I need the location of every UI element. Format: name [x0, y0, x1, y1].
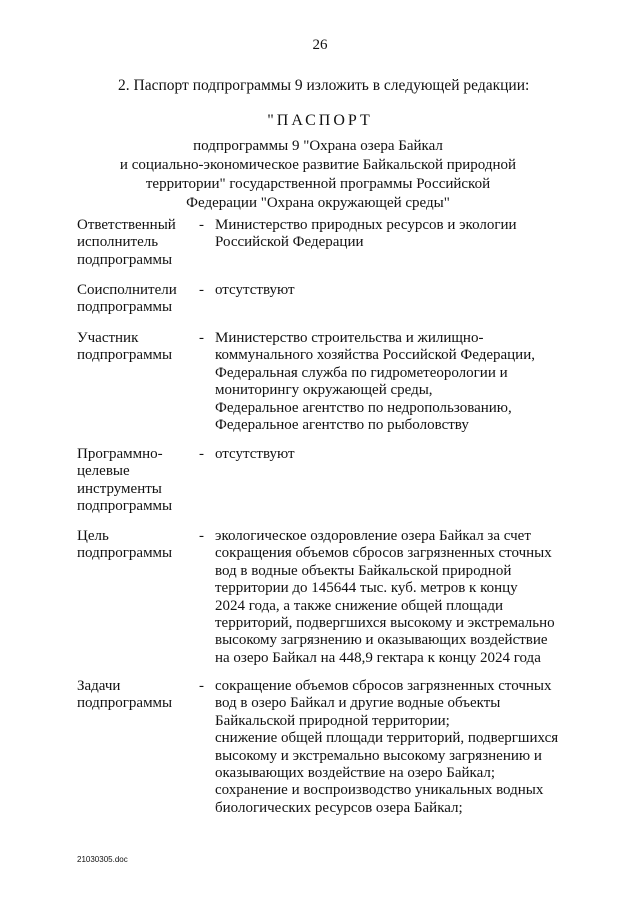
label-line: подпрограммы	[77, 695, 173, 712]
value-line: снижение общей площади территорий, подвергшихся	[215, 730, 559, 747]
value-line: Байкальской природной территории;	[215, 712, 450, 729]
value-line: биологических ресурсов озера Байкал;	[215, 799, 463, 816]
label-line: подпрограммы	[77, 347, 173, 364]
label-line: Цель	[77, 528, 109, 544]
label-line: подпрограммы	[77, 299, 173, 316]
footer-doc-code: 21030305.doc	[77, 855, 128, 864]
label-line: подпрограммы	[77, 545, 173, 562]
value-line: 2024 года, а также снижение общей площади	[215, 597, 504, 614]
value-line: экологическое оздоровление озера Байкал за счет	[215, 528, 531, 544]
value-line: оказывающих воздействие на озеро Байкал;	[215, 765, 496, 782]
row-value	[215, 528, 575, 667]
label-line: Ответственный	[77, 217, 176, 233]
row-label	[77, 330, 192, 365]
label-line: Программно-	[77, 446, 163, 462]
row-dash: -	[199, 678, 204, 694]
value-line: сокращение объемов сбросов загрязненных сточных	[215, 678, 552, 694]
value-line: мониторингу окружающей среды,	[215, 382, 433, 399]
row-value	[215, 678, 575, 817]
value-line: сохранение и воспроизводство уникальных водных	[215, 782, 544, 799]
value-line: сокращения объемов сбросов загрязненных сточных	[215, 545, 552, 562]
value-line: Федеральное агентство по недропользованию,	[215, 399, 512, 416]
value-line: отсутствуют	[215, 446, 295, 462]
row-label	[77, 217, 192, 269]
row-dash: -	[199, 446, 204, 462]
value-line: коммунального хозяйства Российской Федерации,	[215, 347, 535, 364]
page-number: 26	[312, 37, 328, 53]
row-label	[77, 446, 192, 516]
label-line: Соисполнители	[77, 282, 177, 298]
label-line: исполнитель	[77, 234, 159, 251]
row-dash: -	[199, 330, 204, 346]
passport-title: "ПАСПОРТ	[267, 112, 373, 129]
label-line: Задачи	[77, 678, 121, 694]
value-line: Российской Федерации	[215, 234, 364, 251]
row-label	[77, 678, 192, 713]
label-line: подпрограммы	[77, 251, 173, 268]
value-line: вод в водные объекты Байкальской природной	[215, 562, 512, 579]
subtitle-line: Федерации "Охрана окружающей среды"	[186, 195, 450, 211]
value-line: территорий, подвергшихся высокому и экстремально	[215, 615, 555, 632]
label-line: Участник	[77, 330, 139, 346]
label-line: инструменты	[77, 480, 162, 497]
row-value	[215, 282, 575, 299]
label-line: подпрограммы	[77, 498, 173, 515]
subtitle-line: и социально-экономическое развитие Байкальской природной	[119, 157, 517, 173]
row-value	[215, 330, 575, 434]
subtitle-line: территории" государственной программы Российской	[145, 176, 491, 192]
row-dash: -	[199, 217, 204, 233]
label-line: целевые	[77, 463, 130, 480]
intro-paragraph: 2. Паспорт подпрограммы 9 изложить в следующей редакции:	[118, 77, 530, 94]
passport-subtitle	[95, 137, 541, 213]
value-line: Федеральная служба по гидрометеорологии и	[215, 364, 508, 381]
value-line: вод в озеро Байкал и другие водные объекты	[215, 695, 501, 712]
value-line: Федеральное агентство по рыболовству	[215, 417, 469, 434]
row-value	[215, 446, 575, 463]
row-label	[77, 528, 192, 563]
value-line: Министерство строительства и жилищно-	[215, 330, 484, 346]
value-line: высокому загрязнению и оказывающих воздействие	[215, 632, 548, 649]
row-label	[77, 282, 192, 317]
row-value	[215, 217, 575, 252]
value-line: отсутствуют	[215, 282, 295, 298]
value-line: Министерство природных ресурсов и экологии	[215, 217, 517, 233]
row-dash: -	[199, 282, 204, 298]
subtitle-line: подпрограммы 9 "Охрана озера Байкал	[193, 138, 443, 154]
value-line: территории до 145644 тыс. куб. метров к концу	[215, 580, 518, 597]
row-dash: -	[199, 528, 204, 544]
value-line: высокому и экстремально высокому загрязнению и	[215, 747, 542, 764]
value-line: на озеро Байкал на 448,9 гектара к концу 2024 года	[215, 649, 541, 666]
